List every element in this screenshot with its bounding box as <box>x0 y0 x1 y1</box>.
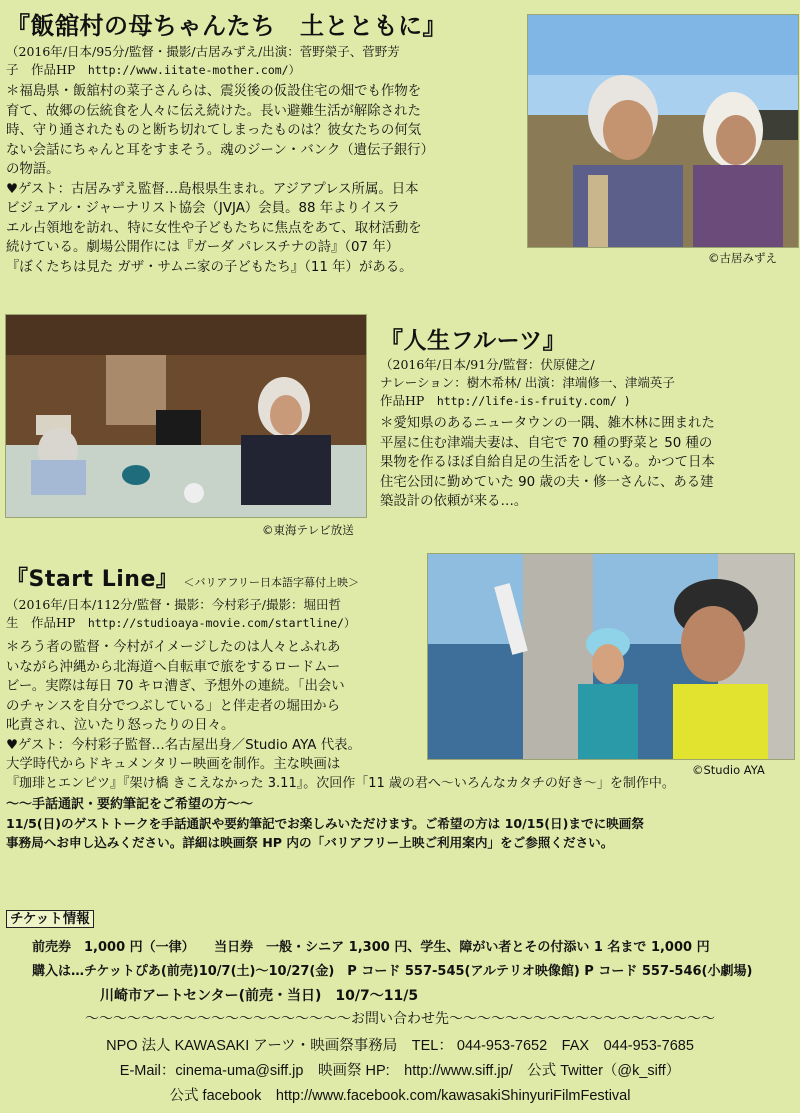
film2-meta <box>380 356 795 410</box>
film1-guest-line: ビジュアル・ジャーナリスト協会（JVJA）会員。88 年よりイスラ <box>6 201 400 216</box>
film2-desc-line: 築設計の依頼が来る…。 <box>380 494 528 509</box>
ticket-purchase-pia: 購入は…チケットぴあ(前売)10/7(土)～10/27(金) P コード 557-545(アルテリオ映像館) P コード 557-546(小劇場) <box>32 964 753 979</box>
film3-url-link[interactable]: http://studioaya-movie.com/startline/） <box>87 616 356 630</box>
film3-description <box>6 638 426 775</box>
film3-meta <box>6 596 421 632</box>
film3-desc-line: のチャンスを自分でつぶしている」と伴走者の堀田から <box>6 698 340 714</box>
film2-desc-line: 果物を作るほぼ自給自足の生活をしている。かつて日本 <box>380 455 715 470</box>
film2-description <box>380 414 795 512</box>
film2-title: 『人生フルーツ』 <box>380 328 567 354</box>
film3-photo-credit: ©Studio AYA <box>692 763 765 777</box>
film3-subtitle: ＜バリアフリー日本語字幕付上映＞ <box>183 576 360 589</box>
film2-meta-line2: ナレーション：樹木希林/ 出演：津端修一、津端英子 <box>380 375 675 390</box>
film3-title: 『Start Line』 <box>6 567 179 592</box>
accessibility-heading: ～～手話通訳・要約筆記をご希望の方～～ <box>6 797 254 812</box>
film3-heading <box>6 562 359 593</box>
film1-photo-credit: ©古居みずえ <box>708 251 777 265</box>
film3-meta-line1: （2016年/日本/112分/監督・撮影：今村彩子/撮影：堀田哲 <box>6 597 342 612</box>
film1-desc-line: の物語。 <box>6 162 60 177</box>
ticket-info-label: チケット情報 <box>6 910 94 928</box>
film2-desc-line: 住宅公団に勤めていた 90 歳の夫・修一さんに、ある建 <box>380 474 714 490</box>
film1-desc-line: 育て、故郷の伝統食を人々に伝え続けた。長い避難生活が解除された <box>6 103 421 119</box>
film2-photo-credit: ©東海テレビ放送 <box>262 523 354 537</box>
contact-divider: ～～～～～～～～～～～～～～～～～～～お問い合わせ先～～～～～～～～～～～～～～～～～～～ <box>85 1010 715 1026</box>
contact-email[interactable]: E-Mail：cinema-uma@siff.jp 映画祭 HP: http://www.siff.jp/ 公式 Twitter（@k_siff） <box>119 1063 681 1079</box>
film2-desc-line: 平屋に住む津端夫妻は、自宅で 70 種の野菜と 50 種の <box>380 435 713 451</box>
ticket-info-box <box>6 907 94 927</box>
film2-meta-line1: （2016年/日本/91分/監督：伏原健之/ <box>380 357 595 372</box>
film1-title: 『飯舘村の母ちゃんたち 土とともに』 <box>6 12 447 40</box>
ticket-purchase-artcenter: 川崎市アートセンター(前売・当日) 10/7～11/5 <box>100 988 419 1004</box>
film1-meta-line1: （2016年/日本/95分/監督・撮影/古居みずえ/出演：菅野榮子、菅野芳 <box>6 44 400 59</box>
film2-url-link[interactable]: http://life-is-fruity.com/ ) <box>436 394 631 408</box>
contact-facebook[interactable]: 公式 facebook http://www.facebook.com/kawasakiShinyuriFilmFestival <box>169 1088 631 1104</box>
film1-meta <box>6 43 518 79</box>
film3-desc-line: ＊ろう者の監督・今村がイメージしたのは人々とふれあ <box>6 640 341 655</box>
film1-desc-line: ない会話にちゃんと耳をすまそう。魂のジーン・バンク（遺伝子銀行） <box>6 142 434 158</box>
film1-url-link[interactable]: http://www.iitate-mother.com/） <box>87 63 301 77</box>
film3-desc-line: ビー。実際は毎日 70 キロ漕ぎ、予想外の連続。「出会い <box>6 679 345 694</box>
film1-desc-line: 時、守り通されたものと断ち切れてしまったものは？彼女たちの何気 <box>6 123 422 138</box>
accessibility-line2: 事務局へお申し込みください。詳細は映画祭 HP 内の「バリアフリー上映ご利用案内」をご参照ください。 <box>6 835 614 850</box>
film2-photo <box>5 314 367 518</box>
film1-guest-line: ♥ゲスト：古居みずえ監督…島根県生まれ。アジアプレス所属。日本 <box>6 181 419 197</box>
film2-meta-line3: 作品HP <box>380 393 437 408</box>
film1-guest-line: 『ぼくたちは見た ガザ・サムニ家の子どもたち』（11 年）がある。 <box>6 259 413 275</box>
film3-guest-line: ♥ゲスト：今村彩子監督…名古屋出身／Studio AYA 代表。 <box>6 737 361 753</box>
film3-meta-line2: 生 作品HP <box>6 615 88 630</box>
film1-photo <box>527 14 799 248</box>
film3-guest-line-wide: 『珈琲とエンピツ』『架け橋 きこえなかった 3.11』。次回作「11 歳の君へ～いろんなカタチの好き～」を制作中。 <box>6 776 675 791</box>
film1-desc-line: ＊福島県・飯舘村の菜子さんらは、震災後の仮設住宅の畑でも作物を <box>6 84 422 99</box>
film3-desc-line: いながら沖縄から北海道へ自転車で旅をするロードムー <box>6 659 341 675</box>
film1-guest-line: エル占領地を訪れ、特に女性や子どもたちに焦点をあて、取材活動を <box>6 220 422 236</box>
contact-office: NPO 法人 KAWASAKI アーツ・映画祭事務局 TEL： 044-953-7652 FAX 044-953-7685 <box>106 1038 694 1054</box>
film1-guest-line: 続けている。劇場公開作には『ガーダ パレスチナの詩』（07 年） <box>6 240 400 255</box>
film3-guest-line: 大学時代からドキュメンタリー映画を制作。主な映画は <box>6 757 341 772</box>
film1-description <box>6 82 526 277</box>
film3-photo <box>427 553 795 760</box>
film2-desc-line: ＊愛知県のあるニュータウンの一隅、雑木林に囲まれた <box>380 416 715 431</box>
ticket-prices: 前売券 1,000 円（一律） 当日券 一般・シニア 1,300 円、学生、障がい者とその付添い 1 名まで 1,000 円 <box>32 940 710 955</box>
film3-desc-line: 叱責され、泣いたり怒ったりの日々。 <box>6 718 235 733</box>
accessibility-line1: 11/5(日)のゲストトークを手話通訳や要約筆記でお楽しみいただけます。ご希望の方は 10/15(日)までに映画祭 <box>6 816 644 831</box>
film1-meta-line2: 子 作品HP <box>6 62 88 77</box>
